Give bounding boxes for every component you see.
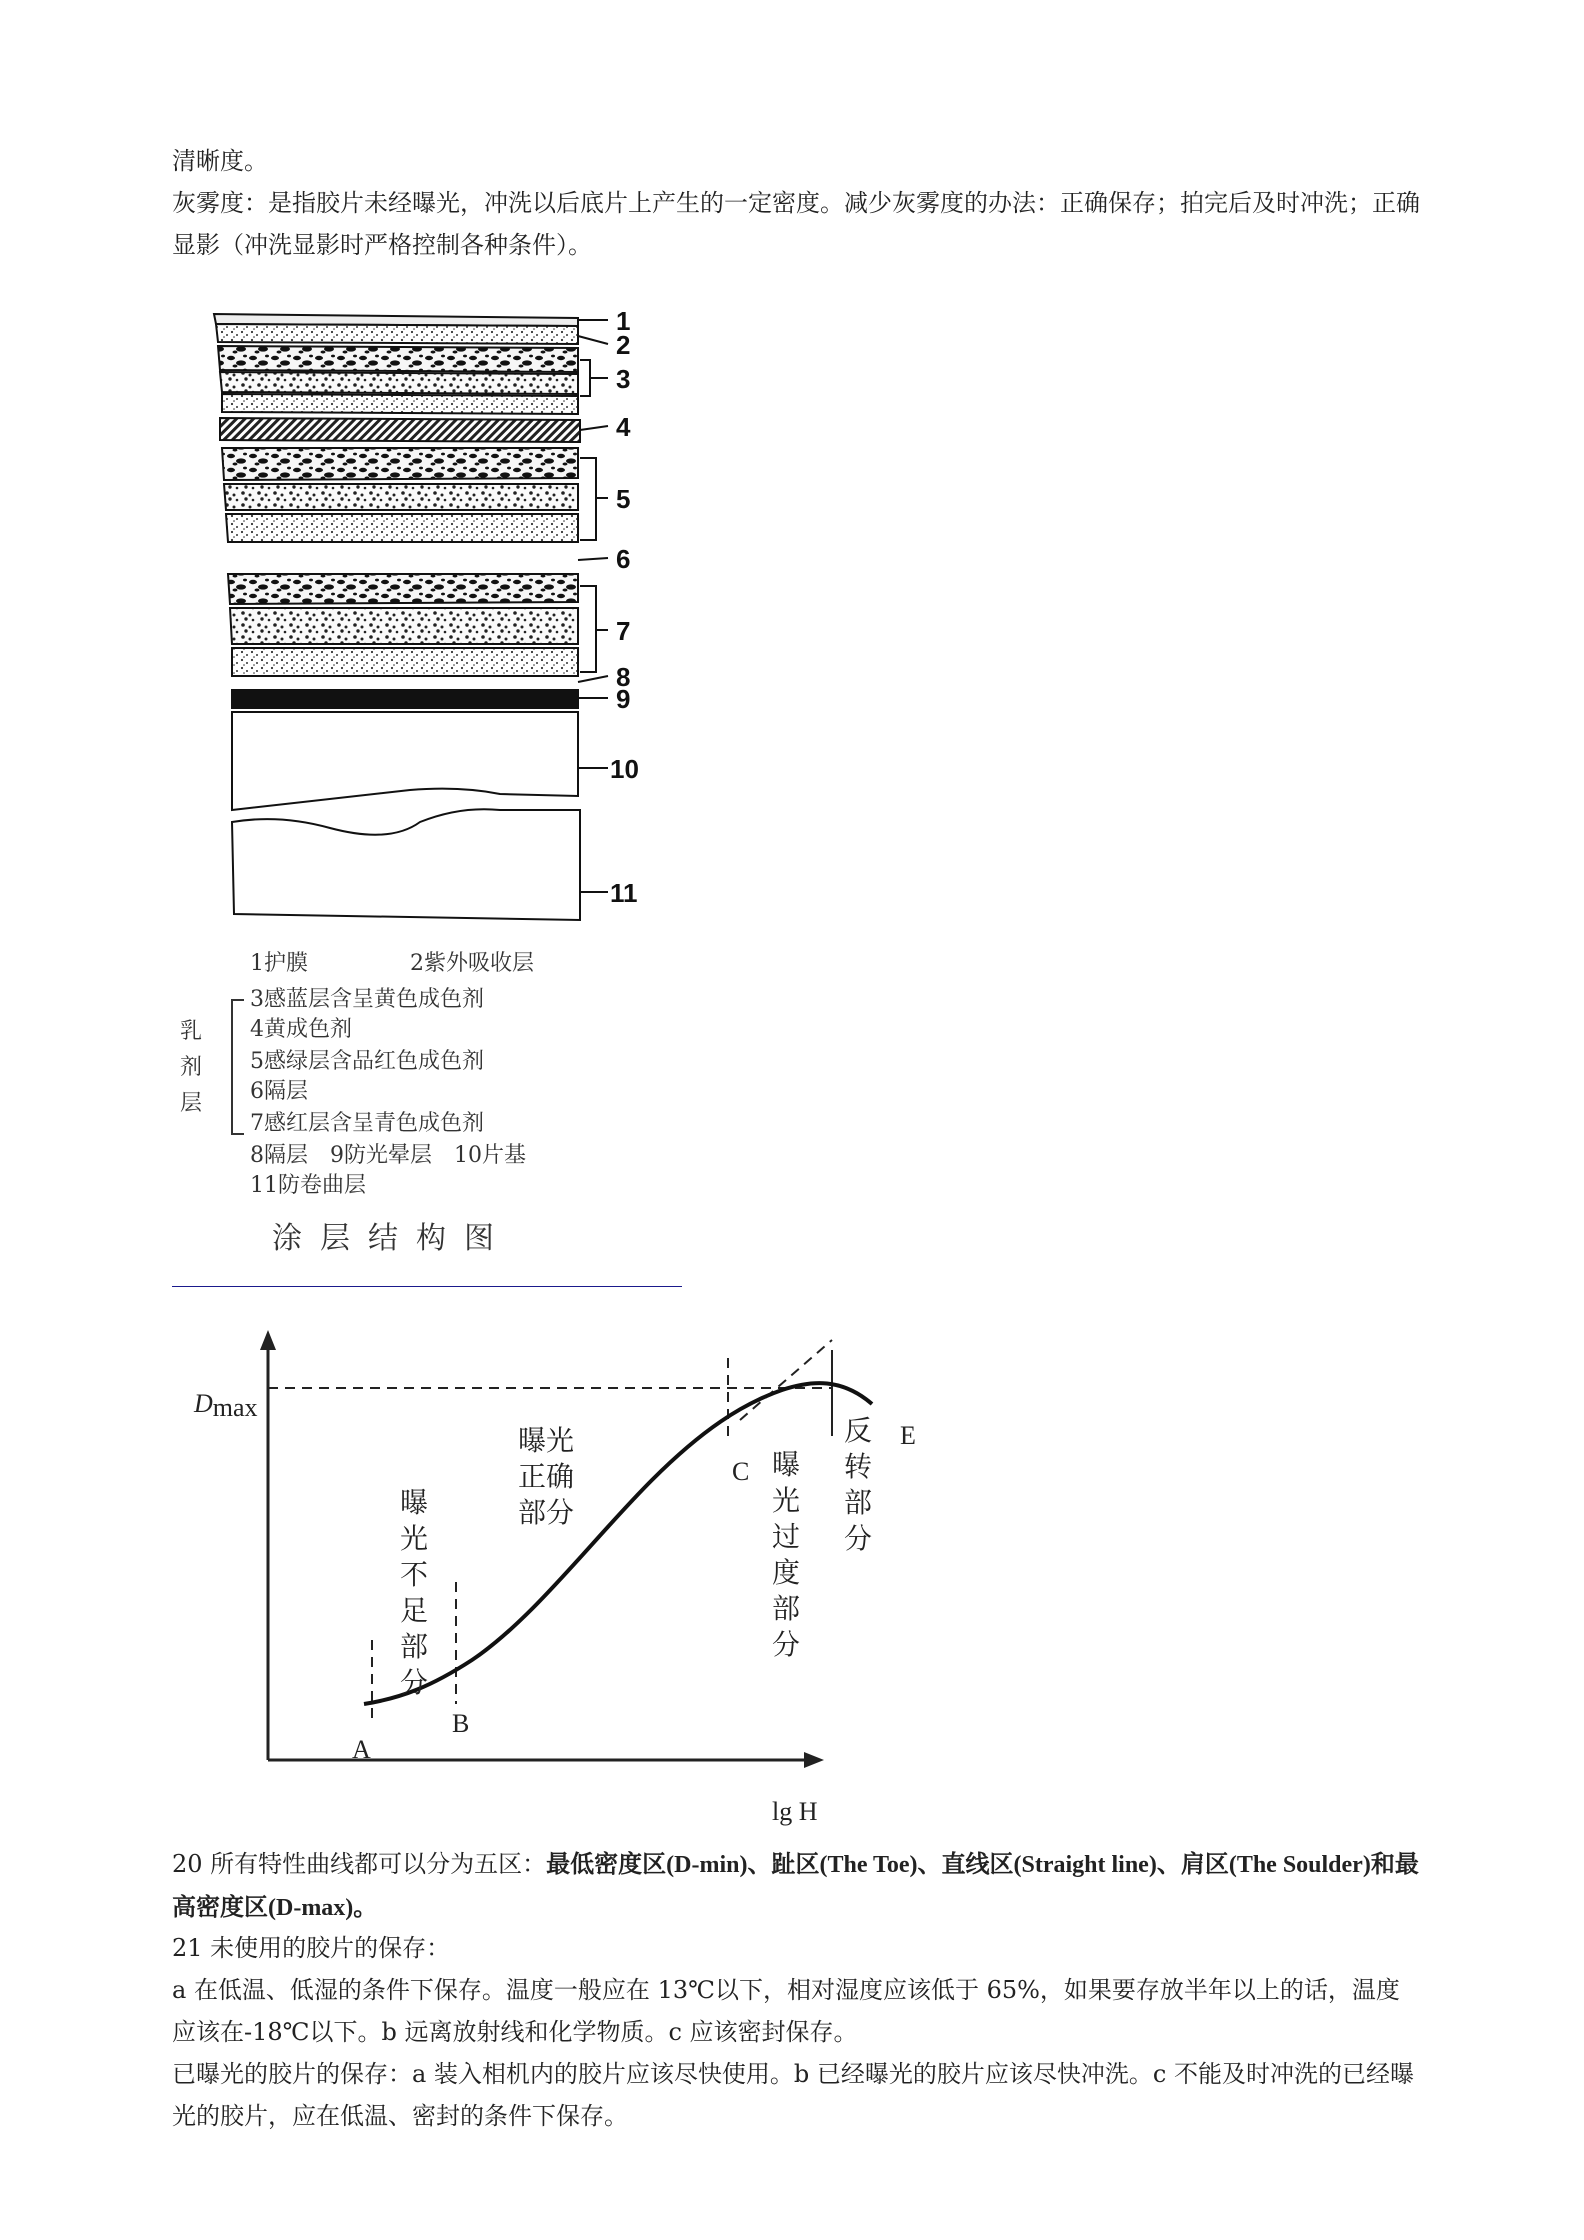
paragraph-clarity: 清晰度。: [172, 147, 268, 175]
over-exposure-char-6: 分: [772, 1628, 801, 1661]
layer-number-9: 9: [616, 684, 631, 714]
under-exposure-char-1: 曝: [400, 1486, 429, 1519]
legend-line-1a: 1护膜: [250, 951, 308, 976]
legend-line-7: 8隔层 9防光晕层 10片基: [250, 1143, 526, 1168]
under-exposure-char-6: 分: [400, 1666, 429, 1699]
over-exposure-char-2: 光: [772, 1484, 801, 1517]
point-a-label: A: [352, 1735, 371, 1764]
layer-number-1: 1: [616, 306, 631, 336]
layer-number-6: 6: [616, 544, 631, 574]
layer-2-uv-absorber: [216, 324, 578, 344]
layer-leader-lines: [578, 320, 608, 892]
correct-exposure-line-1: 曝光: [518, 1424, 575, 1457]
layer-number-labels: [610, 306, 639, 908]
layer-7-red-sensitive-bottom: [232, 648, 578, 676]
over-exposure-char-5: 部: [772, 1592, 801, 1625]
layer-number-2: 2: [616, 330, 631, 360]
characteristic-curve-figure: [172, 1320, 932, 1840]
reversal-char-3: 部: [844, 1486, 873, 1519]
under-exposure-char-3: 不: [400, 1558, 429, 1591]
axes: [260, 1330, 824, 1768]
layer-number-7: 7: [616, 616, 631, 646]
layer-3-blue-sensitive-top: [218, 346, 578, 372]
correct-exposure-line-3: 部分: [518, 1496, 575, 1529]
layer-3-blue-sensitive-mid: [220, 372, 578, 394]
layer-5-green-sensitive-mid: [224, 484, 578, 510]
point-b-label: B: [452, 1709, 470, 1738]
over-exposure-char-3: 过: [772, 1520, 801, 1553]
paragraph-20-prefix: 20 所有特性曲线都可以分为五区：: [172, 1850, 547, 1878]
layer-stack: [214, 314, 580, 920]
paragraph-21-heading: 21 未使用的胶片的保存：: [172, 1934, 451, 1962]
emulsion-label-char-1: 乳: [180, 1019, 203, 1044]
layer-5-green-sensitive-bottom: [226, 514, 578, 542]
layer-number-3: 3: [616, 364, 631, 394]
under-exposure-char-5: 部: [400, 1630, 429, 1663]
layer-7-red-sensitive-top: [228, 574, 578, 604]
extrapolated-dashed: [740, 1340, 832, 1420]
dmax-label: Dmax: [194, 1389, 258, 1422]
layer-3-blue-sensitive-bottom: [222, 394, 578, 414]
reversal-char-2: 转: [844, 1450, 873, 1483]
layer-number-4: 4: [616, 412, 631, 442]
film-layer-structure-figure: [160, 298, 680, 1266]
x-axis-label: lg H: [772, 1797, 818, 1826]
layer-number-5: 5: [616, 484, 631, 514]
layer-10-film-base: [232, 712, 578, 810]
paragraph-21-unused-storage: a 在低温、低湿的条件下保存。温度一般应在 13℃以下，相对湿度应该低于 65%，如果要存放半年以上的话，温度应该在-18℃以下。b 远离放射线和化学物质。c 应该密封保存。: [172, 1976, 1400, 2046]
layer-4-yellow-filter: [220, 418, 580, 442]
layer-9-antihalation: [232, 690, 578, 708]
section-divider: [172, 1286, 682, 1287]
reversal-char-4: 分: [844, 1522, 873, 1555]
over-exposure-char-4: 度: [772, 1556, 801, 1589]
layer-number-11: 11: [610, 878, 638, 908]
layer-5-green-sensitive-top: [222, 448, 578, 480]
figure1-caption: 涂层结构图: [272, 1221, 512, 1256]
paragraph-exposed-storage: 已曝光的胶片的保存：a 装入相机内的胶片应该尽快使用。b 已经曝光的胶片应该尽快冲洗。c 不能及时冲洗的已经曝光的胶片，应在低温、密封的条件下保存。: [172, 2060, 1414, 2130]
layer-number-8: 8: [616, 662, 631, 692]
emulsion-label-char-3: 层: [180, 1091, 203, 1116]
y-axis-arrow: [260, 1330, 276, 1350]
emulsion-bracket: [232, 1000, 244, 1134]
paragraph-20-zones: 最低密度区(D-min)、趾区(The Toe)、直线区(Straight line)、肩区(The Soulder)和最高密度区(D-max)。: [172, 1852, 1419, 1921]
paragraph-fog-density: 灰雾度：是指胶片未经曝光，冲洗以后底片上产生的一定密度。减少灰雾度的办法：正确保存；拍完后及时冲洗；正确显影（冲洗显影时严格控制各种条件）。: [172, 189, 1420, 259]
legend-line-3: 4黄成色剂: [250, 1017, 352, 1042]
legend-line-1b: 2紫外吸收层: [410, 951, 534, 976]
under-exposure-char-2: 光: [400, 1522, 429, 1555]
x-axis-arrow: [804, 1752, 824, 1768]
legend-line-8: 11防卷曲层: [250, 1173, 366, 1198]
layer-legend: [180, 951, 534, 1256]
paragraph-20-five-zones: [172, 1843, 1422, 1929]
guide-lines: [268, 1340, 832, 1720]
legend-line-2: 3感蓝层含呈黄色成色剂: [250, 987, 484, 1012]
layer-7-red-sensitive-mid: [230, 608, 578, 644]
reversal-char-1: 反: [844, 1414, 873, 1447]
point-e-label: E: [900, 1421, 916, 1450]
legend-line-6: 7感红层含呈青色成色剂: [250, 1111, 484, 1136]
emulsion-label-char-2: 剂: [180, 1055, 203, 1080]
legend-line-5: 6隔层: [250, 1079, 308, 1104]
layer-11-anti-curl: [232, 809, 580, 920]
correct-exposure-line-2: 正确: [518, 1460, 575, 1493]
over-exposure-char-1: 曝: [772, 1448, 801, 1481]
layer-number-10: 10: [610, 754, 639, 784]
under-exposure-char-4: 足: [400, 1594, 429, 1627]
point-c-label: C: [732, 1457, 750, 1486]
legend-line-4: 5感绿层含品红色成色剂: [250, 1049, 484, 1074]
